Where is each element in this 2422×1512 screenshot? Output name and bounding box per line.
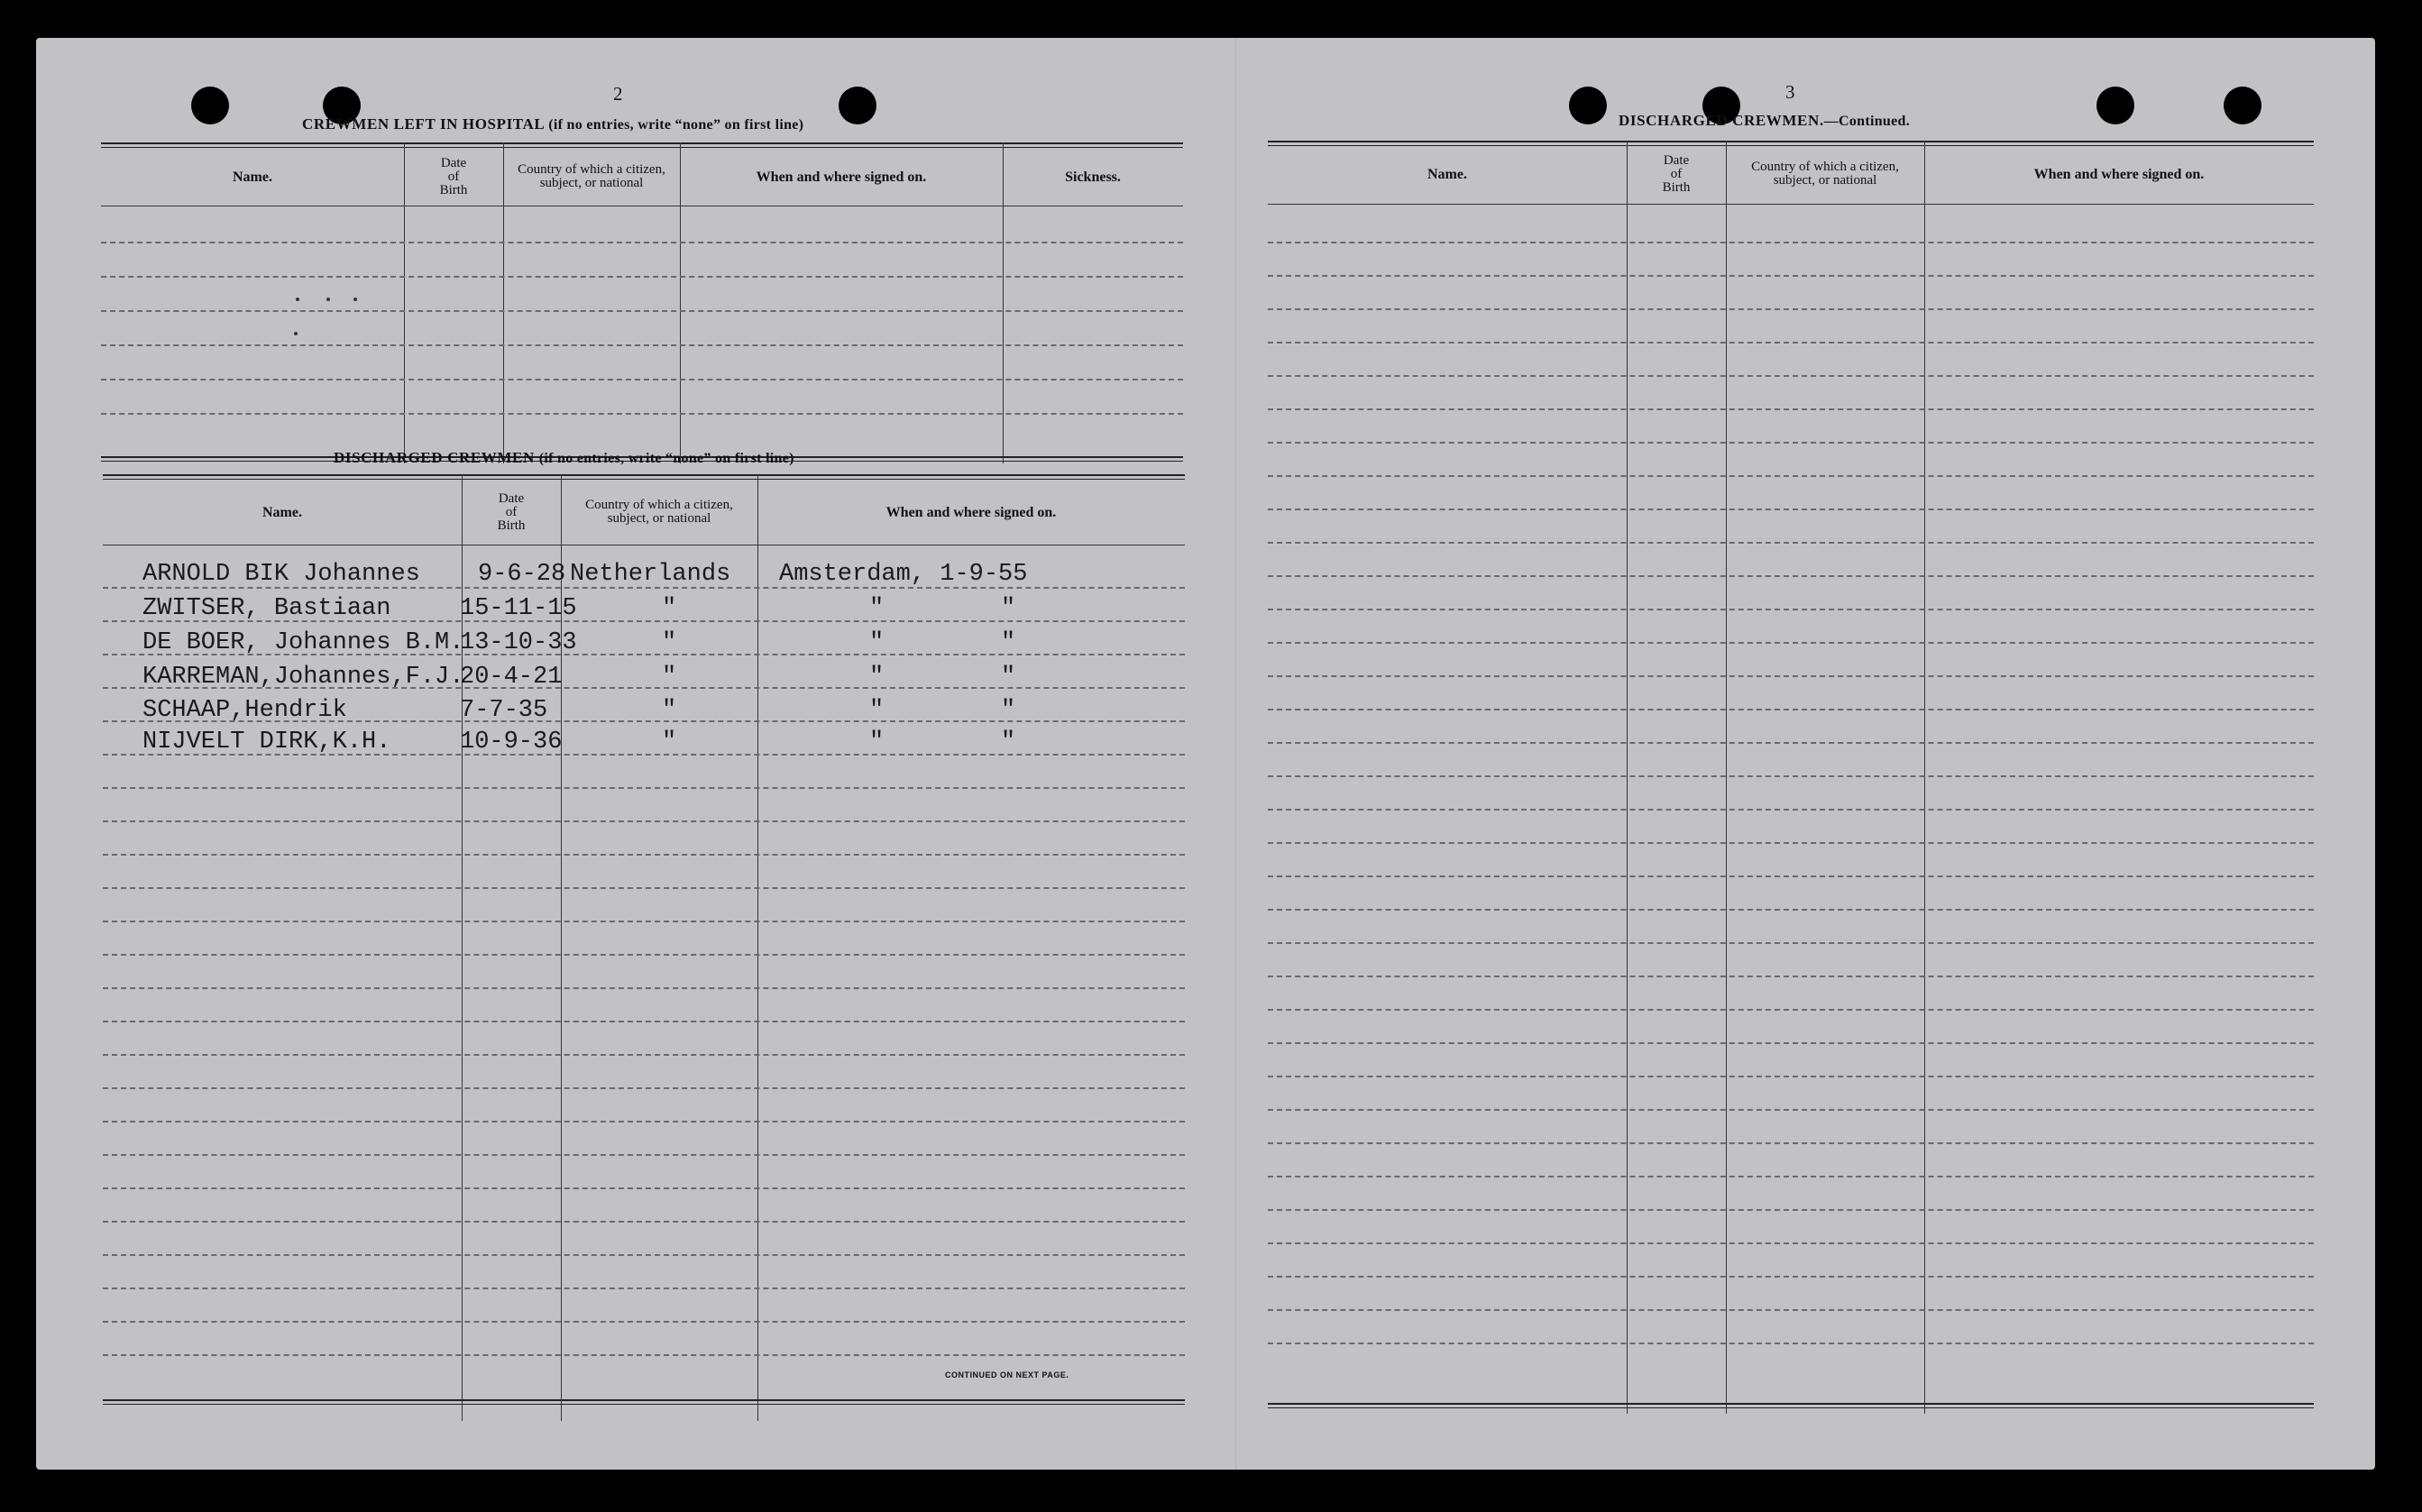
column-header-date-of-birth: Date of Birth [1662,152,1691,195]
discharged-continued-table [1268,141,2314,1414]
column-header-country: Country of which a citizen, subject, or national [585,498,733,526]
column-header-date-of-birth: Date of Birth [439,155,468,197]
punch-hole [2224,87,2261,124]
ditto-mark: " [1001,697,1016,724]
hospital-table [101,142,1183,463]
table-row [103,697,1185,724]
discharged-table [103,474,1185,1421]
crew-dob: 9-6-28 [478,561,566,588]
crew-country: " [662,664,677,691]
crew-name: DE BOER, Johannes B.M. [142,629,464,656]
column-header-name: Name. [1427,166,1467,182]
crew-dob: 20-4-21 [460,664,563,691]
page-number: 2 [613,83,623,105]
punch-hole [1569,87,1607,124]
crew-dob: 15-11-15 [460,595,577,622]
crew-name: ZWITSER, Bastiaan [142,595,391,622]
column-header-signed-on: When and where signed on. [885,504,1057,520]
hospital-section-title: CREWMEN LEFT IN HOSPITAL (if no entries, write “none” on first line) [302,115,804,133]
column-header-sickness: Sickness. [1065,169,1121,185]
table-row [103,595,1185,622]
ditto-mark: " [869,629,885,656]
crew-country: " [662,595,677,622]
discharged-continued-title: DISCHARGED CREWMEN.—Continued. [1619,112,1911,129]
crew-country: " [662,697,677,724]
crew-name: KARREMAN,Johannes,F.J. [142,664,464,691]
punch-hole [2096,87,2134,124]
table-row [103,561,1185,588]
document-sheet [36,38,2375,1470]
ditto-mark: " [869,729,885,756]
punch-hole [191,87,229,124]
crew-signed-on: Amsterdam, 1-9-55 [779,561,1028,588]
crew-name: SCHAAP,Hendrik [142,697,347,724]
table-row [103,629,1185,656]
column-header-signed-on: When and where signed on. [2033,166,2205,182]
crew-name: ARNOLD BIK Johannes [142,561,420,588]
speck [326,298,330,301]
speck [296,298,299,301]
column-header-date-of-birth: Date of Birth [497,490,526,533]
punch-hole [839,87,876,124]
table-row [103,664,1185,691]
column-header-name: Name. [262,504,302,520]
column-header-country: Country of which a citizen, subject, or national [518,162,665,190]
discharged-section-title: DISCHARGED CREWMEN (if no entries, write “none” on first line) [334,449,794,466]
speck [353,298,357,301]
column-header-country: Country of which a citizen, subject, or national [1751,160,1899,188]
ditto-mark: " [869,664,885,691]
ditto-mark: " [1001,595,1016,622]
table-row [103,729,1185,756]
crew-dob: 13-10-33 [460,629,577,656]
ditto-mark: " [869,697,885,724]
ditto-mark: " [1001,664,1016,691]
ditto-mark: " [1001,629,1016,656]
crew-country: " [662,629,677,656]
ditto-mark: " [1001,729,1016,756]
crew-country: " [662,729,677,756]
crew-dob: 10-9-36 [460,729,563,756]
continued-note: CONTINUED ON NEXT PAGE. [945,1370,1069,1379]
crew-name: NIJVELT DIRK,K.H. [142,729,391,756]
column-header-signed-on: When and where signed on. [756,169,927,185]
ditto-mark: " [869,595,885,622]
column-header-name: Name. [233,169,272,185]
crew-dob: 7-7-35 [460,697,548,724]
speck [294,332,298,335]
crew-country: Netherlands [570,561,731,588]
page-number: 3 [1785,81,1795,103]
